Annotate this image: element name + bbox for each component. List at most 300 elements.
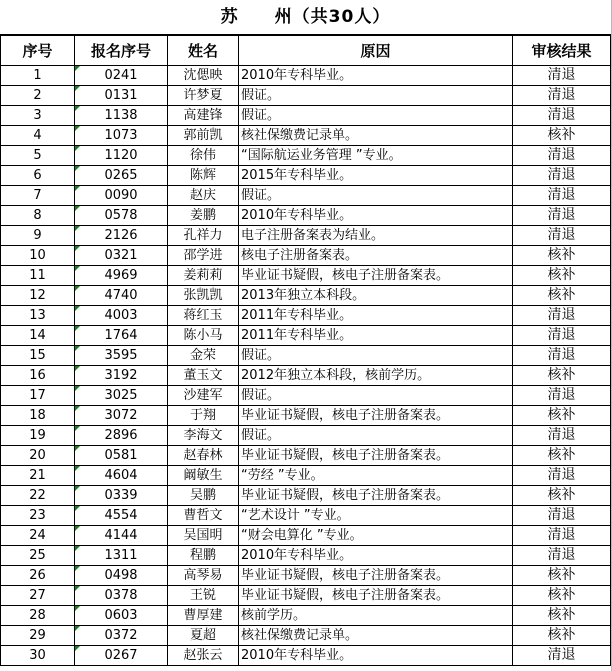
cell-no[interactable] <box>1 66 75 86</box>
cell-reg[interactable] <box>75 486 168 506</box>
cell-reg-text: 0578 <box>104 208 138 223</box>
cell-reason[interactable] <box>239 486 513 506</box>
cell-name[interactable] <box>168 506 239 526</box>
cell-name-text: 曹厚建 <box>183 608 223 623</box>
cell-name[interactable] <box>168 206 239 226</box>
cell-reason[interactable] <box>239 246 513 266</box>
cell-name[interactable] <box>168 266 239 286</box>
cell-no[interactable] <box>1 526 75 546</box>
cell-no-text: 24 <box>29 528 46 543</box>
cell-name-text: 沈偲映 <box>183 68 223 83</box>
cell-no-text: 15 <box>29 348 46 363</box>
error-indicator-icon <box>75 406 80 411</box>
cell-name-text: 孔祥力 <box>183 228 223 243</box>
table-row <box>1 326 611 346</box>
cell-reason-text: “劳经 ”专业。 <box>241 468 324 483</box>
cell-result-text: 清退 <box>547 527 576 543</box>
cell-no[interactable] <box>1 406 75 426</box>
error-indicator-icon <box>75 386 80 391</box>
cell-no-text: 25 <box>29 548 46 563</box>
cell-no[interactable] <box>1 146 75 166</box>
table-row <box>1 286 611 306</box>
cell-no[interactable] <box>1 646 75 666</box>
cell-result[interactable] <box>513 546 611 566</box>
cell-result[interactable] <box>513 86 611 106</box>
cell-no-text: 19 <box>29 428 46 443</box>
error-indicator-icon <box>75 626 80 631</box>
cell-no-text: 29 <box>29 628 46 643</box>
cell-no[interactable] <box>1 446 75 466</box>
cell-reason-text: 2011年专科毕业。 <box>241 308 353 323</box>
cell-reason-text: 核电子注册备案表。 <box>241 248 359 263</box>
cell-name[interactable] <box>168 546 239 566</box>
header-cell-result[interactable]: 审核结果 <box>513 36 611 66</box>
cell-reg-text: 0603 <box>104 608 138 623</box>
cell-no[interactable] <box>1 546 75 566</box>
cell-name[interactable] <box>168 466 239 486</box>
cell-no[interactable] <box>1 326 75 346</box>
cell-no[interactable] <box>1 626 75 646</box>
cell-result[interactable] <box>513 186 611 206</box>
error-indicator-icon <box>75 526 80 531</box>
cell-reg[interactable] <box>75 306 168 326</box>
cell-name-text: 姜莉莉 <box>183 268 223 283</box>
error-indicator-icon <box>75 166 80 171</box>
cell-reg-text: 1120 <box>104 148 138 163</box>
cell-reason[interactable] <box>239 426 513 446</box>
cell-reason[interactable] <box>239 386 513 406</box>
cell-reason[interactable] <box>239 166 513 186</box>
table-row <box>1 606 611 626</box>
cell-result[interactable] <box>513 586 611 606</box>
cell-no-text: 12 <box>29 288 46 303</box>
cell-result[interactable] <box>513 626 611 646</box>
cell-reg-text: 4969 <box>104 268 138 283</box>
cell-no[interactable] <box>1 366 75 386</box>
cell-result-text: 核补 <box>547 567 576 583</box>
table-row <box>1 226 611 246</box>
cell-reason[interactable] <box>239 106 513 126</box>
error-indicator-icon <box>75 646 80 651</box>
cell-reason[interactable] <box>239 86 513 106</box>
cell-no-text: 5 <box>33 148 42 163</box>
cell-reason[interactable] <box>239 286 513 306</box>
cell-reg-text: 1311 <box>104 548 138 563</box>
error-indicator-icon <box>75 306 80 311</box>
cell-no[interactable] <box>1 226 75 246</box>
cell-result[interactable] <box>513 166 611 186</box>
cell-result[interactable] <box>513 506 611 526</box>
cell-result[interactable] <box>513 226 611 246</box>
cell-name[interactable] <box>168 566 239 586</box>
cell-reg[interactable] <box>75 126 168 146</box>
table-row <box>1 586 611 606</box>
cell-result[interactable] <box>513 66 611 86</box>
cell-no[interactable] <box>1 306 75 326</box>
cell-no[interactable] <box>1 266 75 286</box>
cell-no[interactable] <box>1 166 75 186</box>
cell-result[interactable] <box>513 146 611 166</box>
cell-result-text: 清退 <box>547 387 576 403</box>
cell-no-text: 30 <box>29 648 46 663</box>
cell-no-text: 10 <box>29 248 46 263</box>
cell-name[interactable] <box>168 246 239 266</box>
cell-result-text: 清退 <box>547 647 576 663</box>
cell-reg-text: 2896 <box>104 428 138 443</box>
cell-name[interactable] <box>168 306 239 326</box>
cell-name[interactable] <box>168 366 239 386</box>
cell-no-text: 14 <box>29 328 46 343</box>
cell-reason-text: “艺术设计 ”专业。 <box>241 508 350 523</box>
cell-no[interactable] <box>1 426 75 446</box>
cell-name[interactable] <box>168 106 239 126</box>
cell-no-text: 22 <box>29 488 46 503</box>
table-row <box>1 146 611 166</box>
cell-reg-text: 0265 <box>104 168 138 183</box>
cell-name[interactable] <box>168 526 239 546</box>
cell-reason[interactable] <box>239 446 513 466</box>
cell-name[interactable] <box>168 286 239 306</box>
cell-name[interactable] <box>168 226 239 246</box>
error-indicator-icon <box>75 106 80 111</box>
cell-reg[interactable] <box>75 386 168 406</box>
table-row <box>1 206 611 226</box>
cell-reg[interactable] <box>75 466 168 486</box>
error-indicator-icon <box>75 186 80 191</box>
cell-reg[interactable] <box>75 566 168 586</box>
cell-reg[interactable] <box>75 646 168 666</box>
error-indicator-icon <box>75 326 80 331</box>
cell-result[interactable] <box>513 346 611 366</box>
cell-name-text: 董玉文 <box>183 368 223 383</box>
cell-reason-text: 电子注册备案表为结业。 <box>241 228 385 243</box>
cell-result[interactable] <box>513 466 611 486</box>
header-cell-reg[interactable]: 报名序号 <box>75 36 168 66</box>
cell-reason-text: 2011年专科毕业。 <box>241 328 353 343</box>
cell-reason[interactable] <box>239 606 513 626</box>
cell-no[interactable] <box>1 206 75 226</box>
table-row <box>1 446 611 466</box>
cell-no-text: 1 <box>33 68 42 83</box>
cell-reg[interactable] <box>75 586 168 606</box>
cell-reason-text: 毕业证书疑假，核电子注册备案表。 <box>241 588 450 603</box>
cell-result-text: 清退 <box>547 307 576 323</box>
cell-no[interactable] <box>1 286 75 306</box>
cell-reg[interactable] <box>75 286 168 306</box>
cell-no-text: 6 <box>33 168 42 183</box>
cell-result[interactable] <box>513 366 611 386</box>
cell-name[interactable] <box>168 446 239 466</box>
cell-reason[interactable] <box>239 266 513 286</box>
cell-reason[interactable] <box>239 226 513 246</box>
cell-result-text: 核补 <box>547 487 576 503</box>
cell-reason[interactable] <box>239 626 513 646</box>
cell-no-text: 11 <box>29 268 46 283</box>
cell-reg[interactable] <box>75 266 168 286</box>
cell-reason[interactable] <box>239 146 513 166</box>
cell-name[interactable] <box>168 646 239 666</box>
error-indicator-icon <box>75 226 80 231</box>
table-row <box>1 66 611 86</box>
cell-result-text: 清退 <box>547 327 576 343</box>
cell-no[interactable] <box>1 126 75 146</box>
review-table <box>0 35 611 666</box>
cell-result-text: 核补 <box>547 447 576 463</box>
cell-no[interactable] <box>1 486 75 506</box>
cell-reason[interactable] <box>239 546 513 566</box>
error-indicator-icon <box>75 446 80 451</box>
cell-name[interactable] <box>168 146 239 166</box>
cell-reg-text: 0498 <box>104 568 138 583</box>
cell-reg-text: 0372 <box>104 628 138 643</box>
cell-reason[interactable] <box>239 366 513 386</box>
table-row <box>1 346 611 366</box>
cell-name-text: 夏超 <box>189 628 216 643</box>
cell-reason-text: 假证。 <box>241 108 281 123</box>
table-row <box>1 646 611 666</box>
cell-result-text: 核补 <box>547 287 576 303</box>
cell-name-text: 李海文 <box>183 428 223 443</box>
cell-reason[interactable] <box>239 326 513 346</box>
cell-name-text: 姜鹏 <box>189 208 216 223</box>
error-indicator-icon <box>75 86 80 91</box>
cell-name-text: 曹哲文 <box>183 508 223 523</box>
cell-result-text: 清退 <box>547 147 576 163</box>
cell-reason[interactable] <box>239 466 513 486</box>
cell-reason[interactable] <box>239 406 513 426</box>
table-body <box>1 66 611 666</box>
cell-reg[interactable] <box>75 546 168 566</box>
cell-reason-text: 毕业证书疑假，核电子注册备案表。 <box>241 568 450 583</box>
table-row <box>1 466 611 486</box>
cell-reason[interactable] <box>239 646 513 666</box>
cell-result-text: 清退 <box>547 187 576 203</box>
cell-reg[interactable] <box>75 66 168 86</box>
cell-no[interactable] <box>1 506 75 526</box>
cell-no-text: 20 <box>29 448 46 463</box>
cell-result[interactable] <box>513 566 611 586</box>
cell-reg-text: 4144 <box>104 528 138 543</box>
cell-name[interactable] <box>168 346 239 366</box>
cell-name-text: 高建锋 <box>183 108 223 123</box>
cell-reg[interactable] <box>75 166 168 186</box>
cell-reg[interactable] <box>75 366 168 386</box>
error-indicator-icon <box>75 266 80 271</box>
cell-no[interactable] <box>1 386 75 406</box>
cell-name-text: 赵庆 <box>189 188 216 203</box>
cell-reg-text: 4740 <box>104 288 138 303</box>
table-row <box>1 366 611 386</box>
cell-result-text: 清退 <box>547 67 576 83</box>
cell-name-text: 程鹏 <box>189 548 216 563</box>
cell-no-text: 9 <box>33 228 42 243</box>
error-indicator-icon <box>75 546 80 551</box>
cell-reg-text: 2126 <box>104 228 138 243</box>
cell-name-text: 吴鹏 <box>189 488 216 503</box>
cell-name[interactable] <box>168 486 239 506</box>
cell-reason-text: “国际航运业务管理 ”专业。 <box>241 148 402 163</box>
cell-no[interactable] <box>1 106 75 126</box>
cell-reason-text: 2010年专科毕业。 <box>241 208 353 223</box>
cell-no[interactable] <box>1 606 75 626</box>
cell-reason-text: 假证。 <box>241 188 281 203</box>
cell-name[interactable] <box>168 426 239 446</box>
error-indicator-icon <box>75 366 80 371</box>
cell-result-text: 核补 <box>547 607 576 623</box>
cell-reg[interactable] <box>75 606 168 626</box>
cell-result[interactable] <box>513 246 611 266</box>
cell-name[interactable] <box>168 166 239 186</box>
cell-reg-text: 3025 <box>104 388 138 403</box>
cell-result[interactable] <box>513 106 611 126</box>
cell-result-text: 核补 <box>547 407 576 423</box>
cell-no[interactable] <box>1 586 75 606</box>
cell-name-text: 许梦夏 <box>183 88 223 103</box>
cell-reg-text: 3072 <box>104 408 138 423</box>
cell-result-text: 核补 <box>547 627 576 643</box>
cell-reason[interactable] <box>239 186 513 206</box>
cell-reason-text: 2015年专科毕业。 <box>241 168 353 183</box>
cell-name[interactable] <box>168 606 239 626</box>
cell-name[interactable] <box>168 86 239 106</box>
cell-result[interactable] <box>513 606 611 626</box>
cell-reason[interactable] <box>239 506 513 526</box>
table-row <box>1 426 611 446</box>
cell-reg[interactable] <box>75 526 168 546</box>
cell-result[interactable] <box>513 526 611 546</box>
cell-name[interactable] <box>168 626 239 646</box>
cell-reg-text: 0339 <box>104 488 138 503</box>
cell-result[interactable] <box>513 306 611 326</box>
header-cell-reason[interactable]: 原因 <box>239 36 513 66</box>
cell-result[interactable] <box>513 286 611 306</box>
cell-result[interactable] <box>513 206 611 226</box>
cell-reason-text: 毕业证书疑假，核电子注册备案表。 <box>241 268 450 283</box>
cell-name-text: 赵春林 <box>183 448 223 463</box>
cell-reason-text: 2010年专科毕业。 <box>241 68 353 83</box>
cell-reg-text: 3192 <box>104 368 138 383</box>
table-row <box>1 406 611 426</box>
cell-result[interactable] <box>513 386 611 406</box>
cell-result[interactable] <box>513 486 611 506</box>
cell-result[interactable] <box>513 266 611 286</box>
error-indicator-icon <box>75 566 80 571</box>
cell-name-text: 赵张云 <box>183 648 223 663</box>
cell-name-text: 金荣 <box>189 348 216 363</box>
cell-reg[interactable] <box>75 186 168 206</box>
header-cell-no[interactable]: 序号 <box>1 36 75 66</box>
cell-reason[interactable] <box>239 346 513 366</box>
error-indicator-icon <box>75 346 80 351</box>
cell-name[interactable] <box>168 126 239 146</box>
error-indicator-icon <box>75 246 80 251</box>
cell-reason[interactable] <box>239 566 513 586</box>
cell-reason[interactable] <box>239 526 513 546</box>
cell-reason[interactable] <box>239 586 513 606</box>
cell-no[interactable] <box>1 466 75 486</box>
table-row <box>1 546 611 566</box>
cell-reg[interactable] <box>75 106 168 126</box>
cell-no-text: 13 <box>29 308 46 323</box>
cell-name[interactable] <box>168 586 239 606</box>
cell-name[interactable] <box>168 386 239 406</box>
cell-reg-text: 0090 <box>104 188 138 203</box>
table-row <box>1 306 611 326</box>
cell-reg[interactable] <box>75 226 168 246</box>
cell-result-text: 清退 <box>547 467 576 483</box>
cell-result[interactable] <box>513 326 611 346</box>
cell-no-text: 4 <box>33 128 42 143</box>
cell-name[interactable] <box>168 186 239 206</box>
cell-result[interactable] <box>513 126 611 146</box>
cell-reg[interactable] <box>75 246 168 266</box>
cell-name-text: 于翔 <box>189 408 216 423</box>
cell-result[interactable] <box>513 646 611 666</box>
cell-name[interactable] <box>168 66 239 86</box>
header-cell-name[interactable]: 姓名 <box>168 36 239 66</box>
cell-reason[interactable] <box>239 306 513 326</box>
cell-result[interactable] <box>513 426 611 446</box>
cell-reg[interactable] <box>75 506 168 526</box>
cell-name-text: 陈辉 <box>189 168 216 183</box>
table-row <box>1 526 611 546</box>
cell-result[interactable] <box>513 446 611 466</box>
cell-result[interactable] <box>513 406 611 426</box>
cell-reason[interactable] <box>239 206 513 226</box>
cell-reg[interactable] <box>75 86 168 106</box>
cell-reg[interactable] <box>75 406 168 426</box>
cell-reason[interactable] <box>239 66 513 86</box>
cell-name[interactable] <box>168 326 239 346</box>
cell-result-text: 核补 <box>547 267 576 283</box>
cell-reg[interactable] <box>75 326 168 346</box>
cell-reg[interactable] <box>75 626 168 646</box>
cell-no[interactable] <box>1 86 75 106</box>
cell-name[interactable] <box>168 406 239 426</box>
cell-reg[interactable] <box>75 346 168 366</box>
table-row <box>1 166 611 186</box>
cell-no[interactable] <box>1 186 75 206</box>
cell-reason[interactable] <box>239 126 513 146</box>
table-row <box>1 106 611 126</box>
cell-no-text: 16 <box>29 368 46 383</box>
cell-no[interactable] <box>1 566 75 586</box>
sheet-title[interactable]: 苏 州（共30人） <box>0 0 611 35</box>
cell-name-text: 王锐 <box>189 588 216 603</box>
cell-reg-text: 4554 <box>104 508 138 523</box>
table-row <box>1 626 611 646</box>
cell-no-text: 3 <box>33 108 42 123</box>
cell-reg-text: 4604 <box>104 468 138 483</box>
cell-name-text: 张凯凯 <box>183 288 223 303</box>
cell-reg[interactable] <box>75 146 168 166</box>
error-indicator-icon <box>75 466 80 471</box>
cell-no[interactable] <box>1 246 75 266</box>
cell-no-text: 23 <box>29 508 46 523</box>
cell-reg[interactable] <box>75 446 168 466</box>
cell-result-text: 核补 <box>547 367 576 383</box>
table-row <box>1 246 611 266</box>
table-row <box>1 486 611 506</box>
cell-reg[interactable] <box>75 206 168 226</box>
cell-name-text: 吴国明 <box>183 528 223 543</box>
cell-reg[interactable] <box>75 426 168 446</box>
cell-reg-text: 0241 <box>104 68 138 83</box>
cell-result-text: 清退 <box>547 87 576 103</box>
table-row <box>1 266 611 286</box>
cell-no-text: 2 <box>33 88 42 103</box>
cell-no[interactable] <box>1 346 75 366</box>
